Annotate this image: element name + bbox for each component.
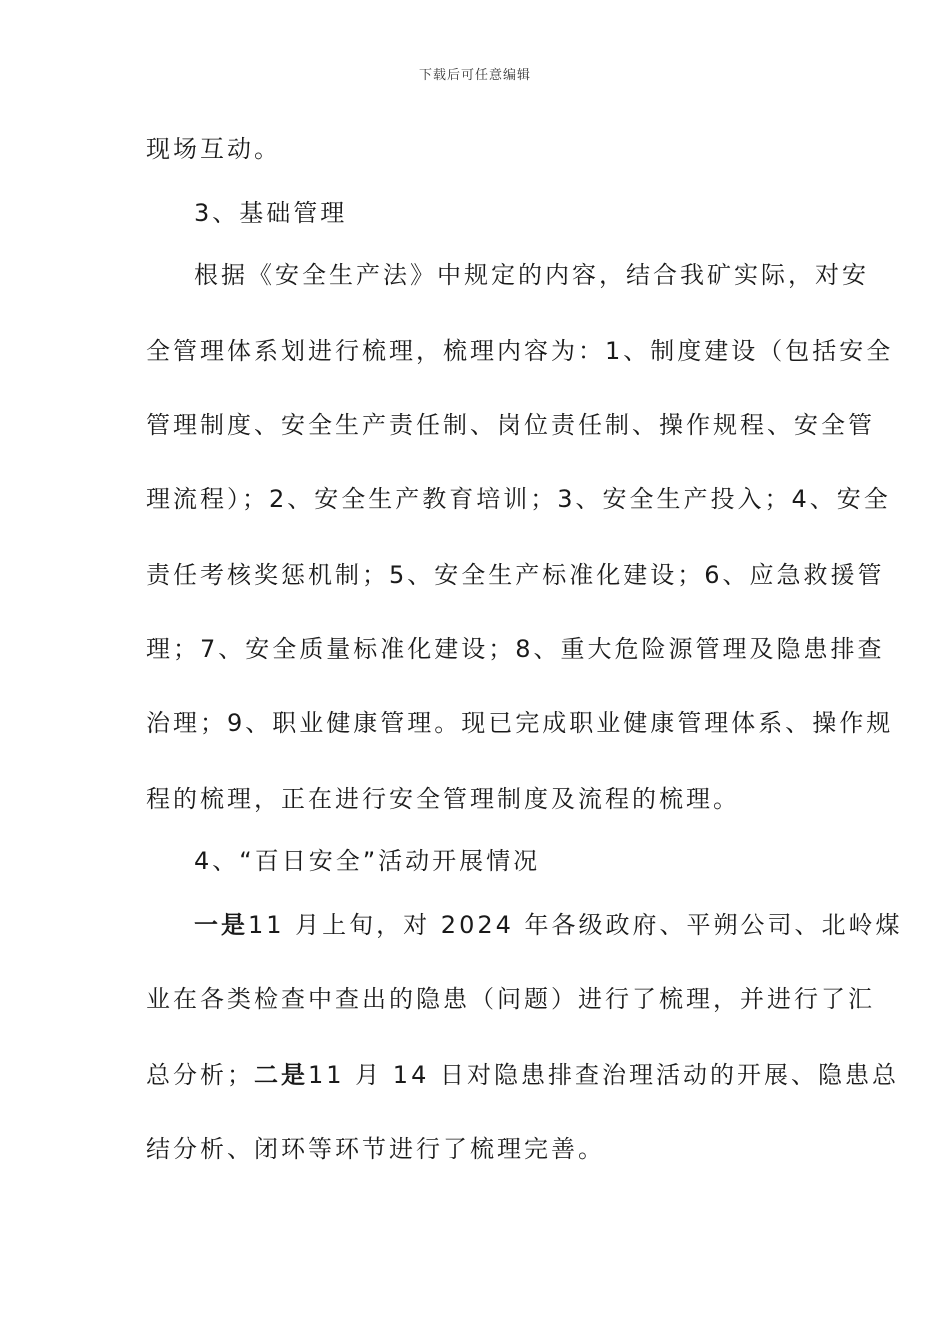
- paragraph-line: 理；7、安全质量标准化建设；8、重大危险源管理及隐患排查: [146, 635, 885, 663]
- paragraph-text: 11 月 14 日对隐患排查治理活动的开展、隐患总: [308, 1061, 899, 1089]
- paragraph-text: 11 月上旬，对 2024 年各级政府、平朔公司、北岭煤: [248, 911, 903, 939]
- paragraph-line: 业在各类检查中查出的隐患（问题）进行了梳理，并进行了汇: [146, 985, 875, 1013]
- paragraph-line: 根据《安全生产法》中规定的内容，结合我矿实际，对安: [194, 261, 869, 289]
- page-header: 下载后可任意编辑: [418, 68, 531, 83]
- paragraph-line: 全管理体系划进行梳理，梳理内容为：1、制度建设（包括安全: [146, 337, 894, 365]
- paragraph-line: 结分析、闭环等环节进行了梳理完善。: [146, 1135, 605, 1163]
- paragraph-text: 总分析；: [146, 1061, 254, 1089]
- paragraph-line: [194, 910, 903, 940]
- paragraph-line: 理流程）；2、安全生产教育培训；3、安全生产投入；4、安全: [146, 485, 891, 513]
- paragraph-line: 现场互动。: [146, 135, 281, 163]
- paragraph-line: 程的梳理，正在进行安全管理制度及流程的梳理。: [146, 785, 740, 813]
- paragraph-line: 责任考核奖惩机制；5、安全生产标准化建设；6、应急救援管: [146, 561, 885, 589]
- paragraph-line: 管理制度、安全生产责任制、岗位责任制、操作规程、安全管: [146, 411, 875, 439]
- emphasis-text: 二是: [254, 1061, 308, 1089]
- paragraph-line: [146, 1060, 899, 1090]
- paragraph-line: 治理；9、职业健康管理。现已完成职业健康管理体系、操作规: [146, 709, 894, 737]
- section-heading: 3、基础管理: [194, 199, 348, 227]
- emphasis-text: 一是: [194, 911, 248, 939]
- section-heading: 4、“百日安全”活动开展情况: [194, 847, 541, 875]
